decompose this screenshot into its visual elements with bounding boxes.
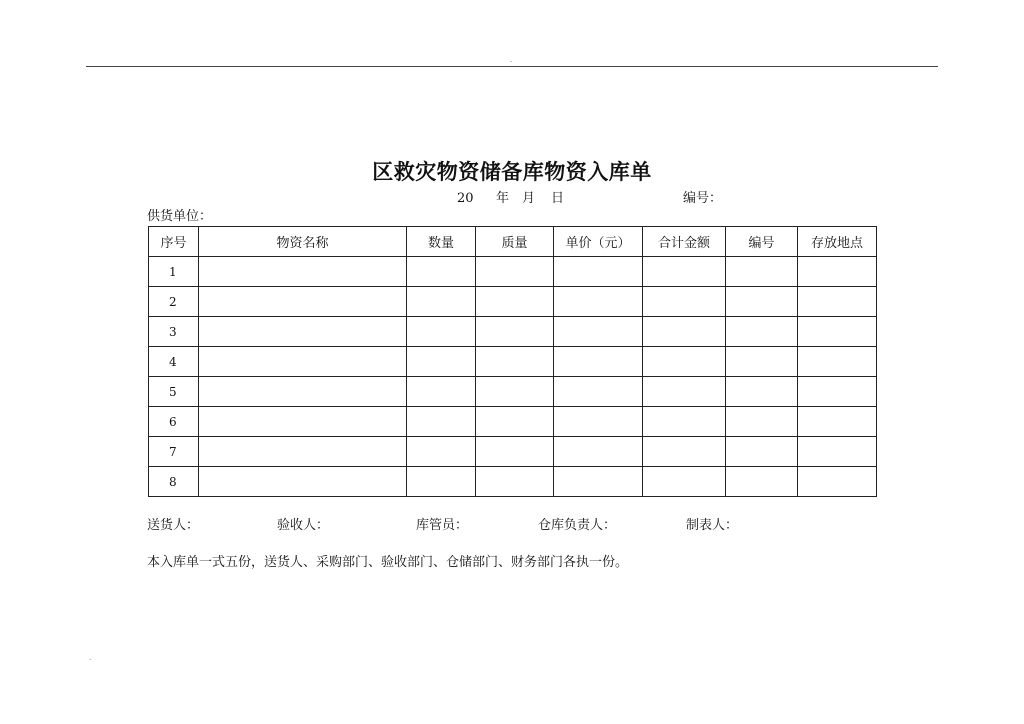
unit-price-cell[interactable] (554, 257, 643, 287)
row-number-cell: 2 (149, 287, 199, 317)
item-name-cell[interactable] (199, 467, 407, 497)
column-header-quality: 质量 (476, 227, 554, 257)
item-name-cell[interactable] (199, 407, 407, 437)
quality-cell[interactable] (476, 317, 554, 347)
column-header-unit-price: 单价（元） (554, 227, 643, 257)
code-cell[interactable] (726, 467, 798, 497)
table-row (149, 317, 877, 347)
unit-price-cell[interactable] (554, 287, 643, 317)
storage-location-cell[interactable] (798, 317, 877, 347)
item-name-cell[interactable] (199, 347, 407, 377)
date-month-unit: 月 (522, 191, 536, 206)
document-title: 区救灾物资储备库物资入库单 (372, 160, 652, 184)
item-name-cell[interactable] (199, 257, 407, 287)
quantity-cell[interactable] (407, 467, 476, 497)
quality-cell[interactable] (476, 257, 554, 287)
supplier-label: 供货单位： (147, 209, 213, 224)
code-cell[interactable] (726, 407, 798, 437)
table-row (149, 407, 877, 437)
total-amount-cell[interactable] (643, 287, 726, 317)
table-row (149, 347, 877, 377)
quantity-cell[interactable] (407, 317, 476, 347)
table-row (149, 287, 877, 317)
signature-inspector: 验收人： (277, 518, 330, 533)
column-header-item-name: 物资名称 (199, 227, 407, 257)
unit-price-cell[interactable] (554, 347, 643, 377)
column-header-quantity: 数量 (407, 227, 476, 257)
storage-location-cell[interactable] (798, 437, 877, 467)
date-day-unit: 日 (551, 191, 565, 206)
storage-location-cell[interactable] (798, 407, 877, 437)
quality-cell[interactable] (476, 407, 554, 437)
quantity-cell[interactable] (407, 407, 476, 437)
corner-mark: . (89, 654, 92, 662)
total-amount-cell[interactable] (643, 467, 726, 497)
quantity-cell[interactable] (407, 437, 476, 467)
column-header-total-amount: 合计金额 (643, 227, 726, 257)
row-number-cell: 3 (149, 317, 199, 347)
code-cell[interactable] (726, 377, 798, 407)
unit-price-cell[interactable] (554, 437, 643, 467)
table-row (149, 437, 877, 467)
row-number-cell: 8 (149, 467, 199, 497)
header-mark: . (510, 56, 513, 64)
unit-price-cell[interactable] (554, 467, 643, 497)
total-amount-cell[interactable] (643, 377, 726, 407)
column-header-storage-location: 存放地点 (798, 227, 877, 257)
row-number-cell: 4 (149, 347, 199, 377)
item-name-cell[interactable] (199, 287, 407, 317)
code-cell[interactable] (726, 437, 798, 467)
storage-location-cell[interactable] (798, 257, 877, 287)
entry-table (148, 226, 877, 497)
quality-cell[interactable] (476, 437, 554, 467)
storage-location-cell[interactable] (798, 347, 877, 377)
quantity-cell[interactable] (407, 377, 476, 407)
signature-warehouse-manager: 仓库负责人： (538, 518, 617, 533)
date-year: 20 (457, 191, 474, 206)
row-number-cell: 6 (149, 407, 199, 437)
code-cell[interactable] (726, 257, 798, 287)
quality-cell[interactable] (476, 377, 554, 407)
unit-price-cell[interactable] (554, 317, 643, 347)
row-number-cell: 7 (149, 437, 199, 467)
quantity-cell[interactable] (407, 287, 476, 317)
quantity-cell[interactable] (407, 347, 476, 377)
storage-location-cell[interactable] (798, 377, 877, 407)
storage-location-cell[interactable] (798, 287, 877, 317)
total-amount-cell[interactable] (643, 347, 726, 377)
signature-preparer: 制表人： (686, 518, 739, 533)
table-row (149, 257, 877, 287)
item-name-cell[interactable] (199, 437, 407, 467)
item-name-cell[interactable] (199, 377, 407, 407)
table-body (149, 257, 877, 497)
header-rule (86, 66, 938, 67)
serial-number-label: 编号： (683, 191, 723, 206)
table-header-row (149, 227, 877, 257)
total-amount-cell[interactable] (643, 437, 726, 467)
row-number-cell: 1 (149, 257, 199, 287)
quality-cell[interactable] (476, 287, 554, 317)
footnote: 本入库单一式五份，送货人、采购部门、验收部门、仓储部门、财务部门各执一份。 (147, 555, 629, 570)
quality-cell[interactable] (476, 347, 554, 377)
table-row (149, 467, 877, 497)
unit-price-cell[interactable] (554, 377, 643, 407)
column-header-no: 序号 (149, 227, 199, 257)
total-amount-cell[interactable] (643, 257, 726, 287)
table-row (149, 377, 877, 407)
unit-price-cell[interactable] (554, 407, 643, 437)
total-amount-cell[interactable] (643, 407, 726, 437)
code-cell[interactable] (726, 287, 798, 317)
code-cell[interactable] (726, 347, 798, 377)
total-amount-cell[interactable] (643, 317, 726, 347)
row-number-cell: 5 (149, 377, 199, 407)
item-name-cell[interactable] (199, 317, 407, 347)
code-cell[interactable] (726, 317, 798, 347)
signature-deliverer: 送货人： (147, 518, 200, 533)
quantity-cell[interactable] (407, 257, 476, 287)
quality-cell[interactable] (476, 467, 554, 497)
column-header-code: 编号 (726, 227, 798, 257)
date-year-unit: 年 (496, 191, 510, 206)
signature-storekeeper: 库管员： (416, 518, 469, 533)
storage-location-cell[interactable] (798, 467, 877, 497)
